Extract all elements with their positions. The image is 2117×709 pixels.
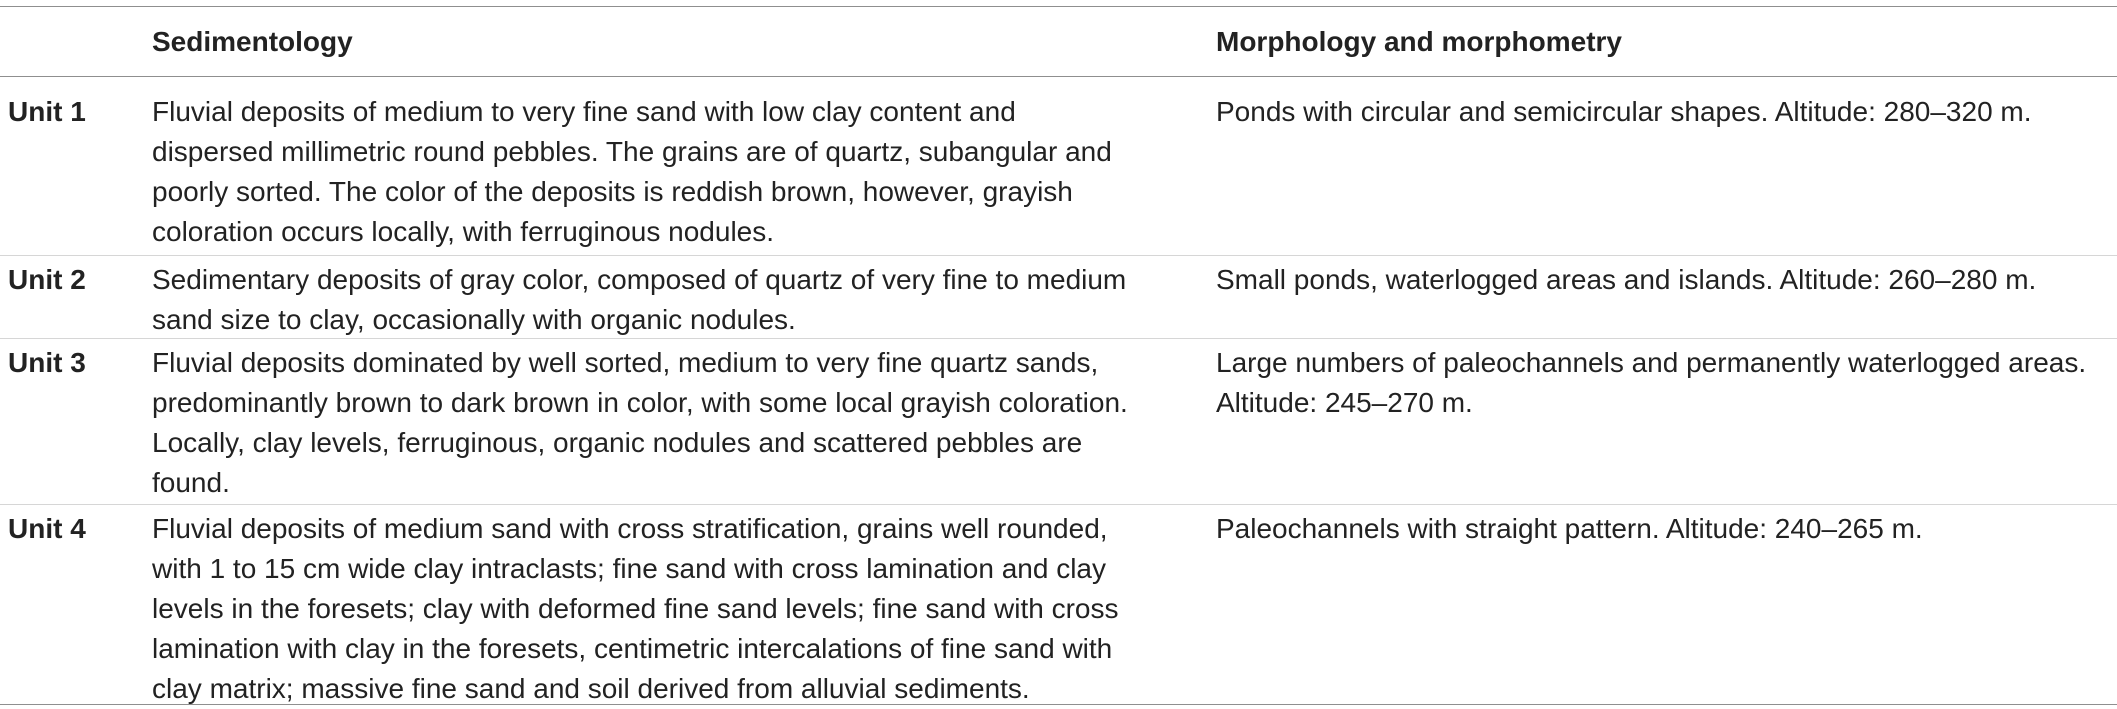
row-2-morphology: Small ponds, waterlogged areas and islands. Altitude: 260–280 m. [1216, 264, 2037, 295]
row-divider-3 [0, 504, 2117, 505]
row-1-sedimentology: Fluvial deposits of medium to very fine sand with low clay content and dispersed millimetric round pebbles. The grains are of quartz, subangular and poorly sorted. The color of the deposits is reddish brown, however, grayish coloration occurs locally, with ferruginous nodules. [152, 96, 1112, 247]
row-divider-2 [0, 338, 2117, 339]
row-4-morphology: Paleochannels with straight pattern. Altitude: 240–265 m. [1216, 513, 1923, 544]
row-4-unit: Unit 4 [8, 513, 86, 544]
table-bottom-rule [0, 704, 2117, 705]
header-sedimentology: Sedimentology [152, 26, 353, 57]
row-1-unit: Unit 1 [8, 96, 86, 127]
row-divider-1 [0, 255, 2117, 256]
row-2-sedimentology: Sedimentary deposits of gray color, composed of quartz of very fine to medium sand size to clay, occasionally with organic nodules. [152, 264, 1127, 335]
table-top-rule [0, 6, 2117, 7]
header-rule [0, 76, 2117, 77]
row-4-sedimentology: Fluvial deposits of medium sand with cross stratification, grains well rounded, with 1 to 15 cm wide clay intraclasts; fine sand with cross lamination and clay levels in the foresets; clay with deformed fine sand levels; fine sand with cross lamination with clay in the foresets, centimetric intercalations of fine sand with clay matrix; massive fine sand and soil derived from alluvial sediments. [152, 513, 1119, 704]
row-1-morphology: Ponds with circular and semicircular shapes. Altitude: 280–320 m. [1216, 96, 2032, 127]
row-3-morphology: Large numbers of paleochannels and permanently waterlogged areas. Altitude: 245–270 m. [1216, 347, 2087, 418]
row-3-unit: Unit 3 [8, 347, 86, 378]
row-3-sedimentology: Fluvial deposits dominated by well sorted, medium to very fine quartz sands, predominantly brown to dark brown in color, with some local grayish coloration. Locally, clay levels, ferruginous, organic nodules and scattered pebbles are found. [152, 347, 1128, 498]
header-morphology: Morphology and morphometry [1216, 26, 1622, 57]
row-2-unit: Unit 2 [8, 264, 86, 295]
